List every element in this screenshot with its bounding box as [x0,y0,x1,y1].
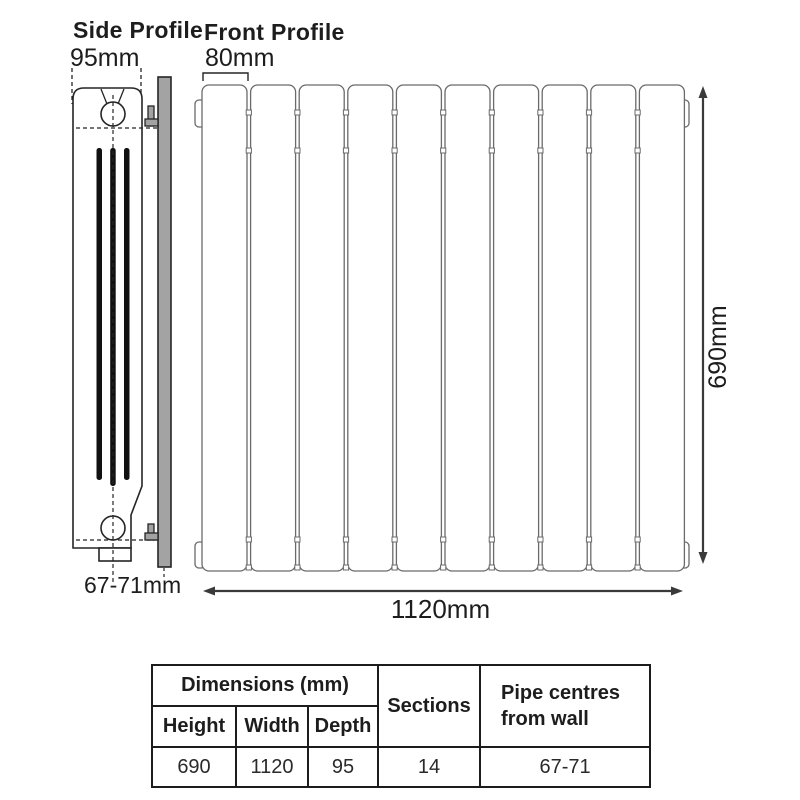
sections-header: Sections [378,665,480,747]
front-profile-drawing [195,73,689,571]
panel-connector [538,110,543,115]
panel-connector [586,110,591,115]
radiator-panel [396,85,441,571]
panel-connector [295,110,300,115]
panel-connector [295,565,300,570]
panel-connector [392,110,397,115]
col-header-height: Height [152,706,236,747]
side-profile-title: Side Profile [73,17,204,43]
pipe-centres-header [480,665,650,747]
panel-connector [246,537,251,542]
radiator-panel [348,85,393,571]
side-body-outline [73,88,142,548]
panel-connector [343,110,348,115]
panel-connector [343,148,348,153]
section-width-bracket [203,73,248,81]
panel-connector [343,565,348,570]
side-profile-drawing [72,68,172,583]
panel-connector [246,565,251,570]
side-profile-depth-label: 95mm [70,44,140,72]
panel-connector [441,148,446,153]
width-label: 1120mm [390,594,491,624]
height-label: 690mm [704,305,732,389]
panel-connector [246,148,251,153]
radiator-panel [639,85,684,571]
panel-connector [538,148,543,153]
bottom-wall-bracket [145,524,158,540]
panel-connector [489,110,494,115]
value-sections: 14 [378,747,480,787]
radiator-panel [591,85,636,571]
side-body-foot [99,548,131,561]
arrowhead-up [699,86,708,98]
arrowhead-right [671,587,683,596]
panel-connector [586,565,591,570]
panel-connector [635,565,640,570]
radiator-panel [251,85,296,571]
radiator-panel [494,85,539,571]
pipe-centres-header-text: Pipe centres from wall [501,682,620,730]
arrowhead-down [699,552,708,564]
panel-connector [295,148,300,153]
panel-connector [635,537,640,542]
side-fins [97,148,130,486]
panel-connector [538,565,543,570]
panel-connector [441,565,446,570]
panel-connector [538,537,543,542]
panel-connector [246,110,251,115]
panel-connector [489,565,494,570]
value-width: 1120 [236,747,308,787]
col-header-width: Width [236,706,308,747]
panel-connector [295,537,300,542]
panel-connector [392,537,397,542]
side-fin [97,148,103,480]
panel-connector [489,537,494,542]
side-fin [110,148,116,486]
dimensions-header: Dimensions (mm) [152,665,378,706]
radiator-panel [299,85,344,571]
top-wall-bracket [145,106,158,126]
arrowhead-left [203,587,215,596]
panel-connector [635,110,640,115]
value-height: 690 [152,747,236,787]
panel-connector [489,148,494,153]
front-profile-title: Front Profile [204,19,345,45]
radiator-panel [202,85,247,571]
radiator-panels [202,85,684,571]
panel-connector [343,537,348,542]
pipe-centres-label: 67-71mm [84,572,182,598]
value-pipe-centres: 67-71 [480,747,650,787]
panel-connector [392,148,397,153]
panel-connector [586,537,591,542]
col-header-depth: Depth [308,706,378,747]
value-depth: 95 [308,747,378,787]
panel-connector [441,537,446,542]
radiator-panel [445,85,490,571]
section-width-label: 80mm [205,44,275,72]
panel-connector [586,148,591,153]
panel-connector [441,110,446,115]
radiator-panel [542,85,587,571]
panel-connector [635,148,640,153]
panel-connector [392,565,397,570]
wall-plate [158,77,171,567]
spec-table [151,664,651,788]
side-fin [124,148,130,480]
